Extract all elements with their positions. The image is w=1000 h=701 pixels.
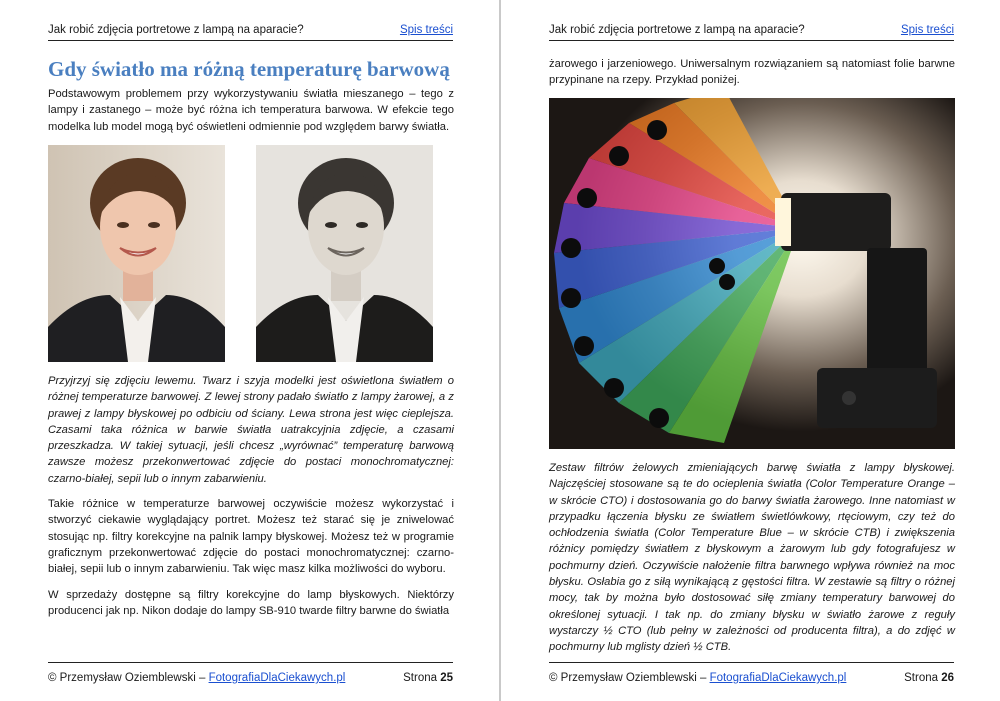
left-page-footer xyxy=(48,662,453,691)
section-heading: Gdy światło ma różną temperaturę barwową xyxy=(48,57,450,81)
intro-paragraph: Podstawowym problemem przy wykorzystywaniu światła mieszanego – tego z lampy i zastanego – może być różna ich temperatura barwowa. W efekcie tego modelka lub model mogą być oświetleni odmiennie pod względem barwy światła. xyxy=(48,88,454,133)
right-page-header xyxy=(549,22,954,41)
site-link[interactable]: FotografiaDlaCiekawych.pl xyxy=(709,672,847,684)
toc-link[interactable]: Spis treści xyxy=(399,24,453,36)
footer-author: © Przemysław Oziemblewski – FotografiaDlaCiekawych.pl xyxy=(549,672,847,684)
document-title: Jak robić zdjęcia portretowe z lampą na aparacie? xyxy=(549,24,805,36)
page-number: Strona 26 xyxy=(904,672,954,684)
site-link[interactable]: FotografiaDlaCiekawych.pl xyxy=(208,672,346,684)
toc-link[interactable]: Spis treści xyxy=(900,24,954,36)
left-page xyxy=(0,0,499,701)
filters-photo-caption: Zestaw filtrów żelowych zmieniających barwę światła z lampy błyskowej. Najczęściej stosowane są te do ocieplenia światła (Color Temperature Orange – w skrócie CTO) i dostosowania go do barwy światła żarowego. Inne natomiast w przypadku łączenia błysku ze światłem świetlówkowy, rtęciowym, czy też do ochłodzenia światła (Color Temperature Blue – w skrócie CTB) i zwiększenia różnicy pomiędzy światłem z błyskowym a żarowym lub gdy fotografujesz w pochmurny dzień. Oczywiście nałożenie filtra barwnego wpływa również na moc błysku. Osłabia go z siłą wynikającą z gęstości filtra. W zestawie są filtry o różnej mocy, tak by można było dostosować siłę zmiany temperatury barwowej do określonej sytuacji. I tak np. do zmiany błysku w światło żarowe z reguły wystarczy ½ CTO (lub pełny w zależności od producenta filtra), a do zdjęć w pochmurny lub mglisty dzień ½ CTB. xyxy=(549,462,955,654)
photo-caption: Przyjrzyj się zdjęciu lewemu. Twarz i szyja modelki jest oświetlona światłem o różnej temperaturze barwowej. Z lewej strony padało światło z lampy żarowej, a z prawej z lampy błyskowej po odbiciu od ściany. Lewa strona jest więc cieplejsza. Czasami taka różnica w barwie światła uatrakcyjnia zdjęcie, a czasami przeszkadza. W takiej sytuacji, jeśli chcesz „wyrównać” temperaturę barwową zawsze możesz przekonwertować zdjęcie do postaci monochromatycznej: czarno-białej, sepii lub o innym zabarwieniu. xyxy=(48,375,454,485)
portrait-color-photo xyxy=(48,145,225,362)
paragraph-3: W sprzedaży dostępne są filtry korekcyjne do lamp błyskowych. Niektórzy producenci jak np. Nikon dodaje do lampy SB-910 twarde filtry barwne do światła xyxy=(48,589,454,618)
gel-filters-photo xyxy=(549,98,955,449)
footer-author: © Przemysław Oziemblewski – FotografiaDlaCiekawych.pl xyxy=(48,672,346,684)
paragraph-2: Takie różnice w temperaturze barwowej oczywiście możesz wykorzystać i stworzyć ciekawie wyglądający portret. Możesz też starać się je zniwelować stosując np. filtry korekcyjne na palnik lampy błyskowej. Możesz też w programie graficznym przekonwertować zdjęcie do postaci monochromatycznej: czarno-białej, sepii lub o innym zabarwieniu. Tak więc masz kilka możliwości do wyboru. xyxy=(48,498,454,576)
right-page-footer xyxy=(549,662,954,691)
document-title: Jak robić zdjęcia portretowe z lampą na aparacie? xyxy=(48,24,304,36)
left-page-header xyxy=(48,22,453,41)
portrait-monochrome-photo xyxy=(256,145,433,362)
continuation-paragraph: żarowego i jarzeniowego. Uniwersalnym rozwiązaniem są natomiast folie barwne przypinane na rzepy. Przykład poniżej. xyxy=(549,58,955,87)
page-number: Strona 25 xyxy=(403,672,453,684)
right-page xyxy=(501,0,1000,701)
